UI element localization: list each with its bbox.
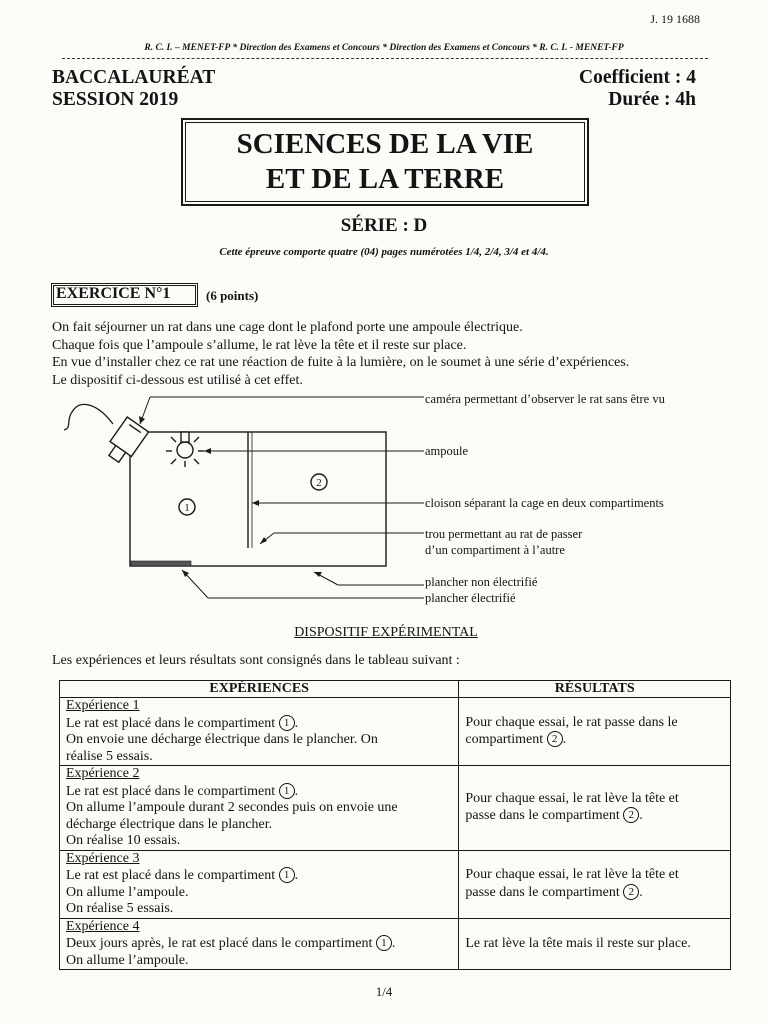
intro-line: En vue d’installer chez ce rat une réaction de fuite à la lumière, on le soumet à une série d’expériences. — [52, 355, 630, 370]
page-number: 1/4 — [375, 984, 393, 999]
intro-line: Chaque fois que l’ampoule s’allume, le rat lève la tête et il reste sur place. — [52, 337, 467, 353]
hole-label-line-1: trou permettant au rat de passer — [425, 527, 583, 541]
compartment-marker: 2 — [623, 884, 639, 900]
electrified-floor — [131, 561, 191, 566]
compartment-marker: 2 — [623, 807, 639, 823]
result-cell: Pour chaque essai, le rat passe dans le compartiment 2 . — [459, 698, 731, 766]
compartment-marker: 1 — [376, 935, 392, 951]
exam-series: SÉRIE : D — [340, 215, 428, 236]
experience-cell: Expérience 3 Le rat est placé dans le compartiment 1 . On allume l’ampoule. On réalise 5 essais. — [60, 850, 459, 918]
subject-title-line-1: SCIENCES DE LA VIE — [236, 128, 534, 160]
non-electrified-floor-label: plancher non électrifié — [425, 575, 538, 589]
experience-title: Expérience 4 — [66, 918, 140, 934]
exam-duration: Durée : 4h — [608, 89, 696, 110]
compartment-marker: 1 — [279, 783, 295, 799]
institution-banner: R. C. I. – MENET-FP * Direction des Examens et Concours * Direction des Examens et Concours * R. C. I. - MENET-FP — [144, 43, 624, 53]
result-cell: Pour chaque essai, le rat lève la tête et passe dans le compartiment 2 . — [459, 850, 731, 918]
experience-cell: Expérience 2 Le rat est placé dans le compartiment 1 . On allume l’ampoule durant 2 secondes puis on envoie une décharge électrique dans le plancher. On réalise 10 essais. — [60, 766, 459, 851]
camera-icon — [103, 417, 148, 466]
table-row — [60, 850, 731, 918]
cage-outline — [130, 432, 386, 566]
table-row — [60, 766, 731, 851]
table-row — [60, 918, 731, 970]
experience-cell: Expérience 1 Le rat est placé dans le compartiment 1 . On envoie une décharge électrique dans le plancher. On réalise 5 essais. — [60, 698, 459, 766]
exam-name: BACCALAURÉAT — [52, 67, 216, 88]
table-row — [60, 698, 731, 766]
intro-line: Le dispositif ci-dessous est utilisé à cet effet. — [52, 372, 303, 388]
camera-label: caméra permettant d’observer le rat sans être vu — [425, 392, 665, 406]
camera-cable — [64, 404, 113, 430]
bulb-icon — [166, 432, 204, 467]
subject-title-line-2: ET DE LA TERRE — [265, 163, 505, 195]
bulb-label: ampoule — [425, 444, 469, 458]
result-cell: Le rat lève la tête mais il reste sur place. — [459, 918, 731, 970]
intro-line: On fait séjourner un rat dans une cage dont le plafond porte une ampoule électrique. — [52, 320, 523, 335]
compartment-2-label: 2 — [316, 477, 322, 489]
partition-label: cloison séparant la cage en deux compartiments — [425, 496, 664, 510]
compartment-1-label: 1 — [184, 502, 190, 514]
results-table — [59, 680, 731, 970]
document-reference: J. 19 1688 — [650, 12, 700, 26]
experience-title: Expérience 1 — [66, 698, 140, 713]
compartment-marker: 1 — [279, 867, 295, 883]
table-header-row — [60, 681, 731, 698]
exercise-points: (6 points) — [206, 288, 259, 303]
column-header-experiences: EXPÉRIENCES — [60, 681, 459, 698]
experience-title: Expérience 3 — [66, 850, 140, 866]
electrified-floor-label: plancher électrifié — [425, 591, 516, 605]
compartment-marker: 2 — [547, 731, 563, 747]
exam-session: SESSION 2019 — [52, 89, 179, 110]
column-header-results: RÉSULTATS — [459, 681, 731, 698]
exam-coefficient: Coefficient : 4 — [579, 67, 696, 88]
hole-label-line-2: d’un compartiment à l’autre — [425, 543, 565, 557]
experience-cell: Expérience 4 Deux jours après, le rat est placé dans le compartiment 1 . On allume l’ampoule. — [60, 918, 459, 970]
page-count-note: Cette épreuve comporte quatre (04) pages numérotées 1/4, 2/4, 3/4 et 4/4. — [219, 246, 549, 258]
diagram-caption: DISPOSITIF EXPÉRIMENTAL — [294, 625, 478, 640]
experience-title: Expérience 2 — [66, 766, 140, 781]
exercise-title: EXERCICE N°1 — [56, 285, 171, 302]
compartment-marker: 1 — [279, 715, 295, 731]
result-cell: Pour chaque essai, le rat lève la tête et passe dans le compartiment 2 . — [459, 766, 731, 851]
table-intro: Les expériences et leurs résultats sont consignés dans le tableau suivant : — [52, 653, 460, 668]
